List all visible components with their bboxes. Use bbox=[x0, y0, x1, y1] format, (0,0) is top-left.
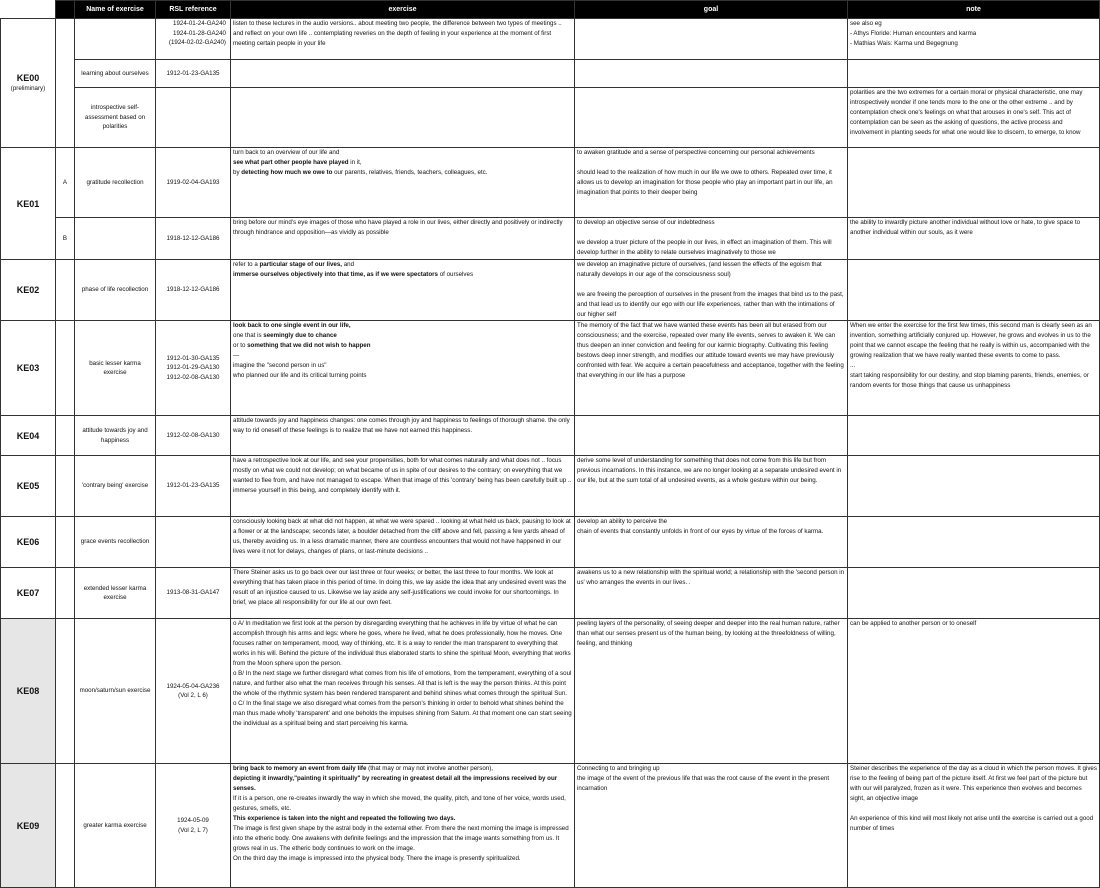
note-text bbox=[848, 60, 1100, 88]
rsl-reference bbox=[156, 88, 231, 148]
code-label: KE00 bbox=[16, 73, 40, 83]
header-note: note bbox=[848, 1, 1100, 19]
header-name: Name of exercise bbox=[75, 1, 156, 19]
exercise-name: basic lesser karma exercise bbox=[75, 321, 156, 416]
table-row bbox=[1, 619, 1100, 764]
header-sub bbox=[56, 1, 75, 19]
rsl-reference: 1912-01-23-GA135 bbox=[156, 60, 231, 88]
sub-cell bbox=[56, 619, 75, 764]
exercise-code: KE01 bbox=[1, 148, 56, 260]
note-text: see also eg - Athys Floride: Human encounters and karma - Mathias Wais: Karma und Begegnung bbox=[848, 19, 1100, 60]
exercise-text: listen to these lectures in the audio versions.. about meeting two people, the difference between two types of meetings .. and reflect on your own life .. contemplating reveries on the depth of feeling in your experience at the moment of first meeting certain people in your life bbox=[231, 19, 575, 60]
rsl-reference: 1918-12-12-GA186 bbox=[156, 260, 231, 321]
note-text: When we enter the exercise for the first few times, this second man is clearly seen as an invention, something artificially conjured up. However, he grows and evolves in us to the point that we cannot escape the feeling that he really is within us, accompanied with the growing realization that we have really wanted these events to come to pass. ... start taking responsibility for our destiny, and stop blaming parents, friends, enemies, or random events for those things that cause us unhappiness bbox=[848, 321, 1100, 416]
exercise-text bbox=[231, 60, 575, 88]
rsl-reference: 1924-01-24-GA240 1924-01-28-GA240 (1924-02-02-GA240) bbox=[156, 19, 231, 60]
exercise-text: have a retrospective look at our life, and see your propensities, both for what comes naturally and what does not .. focus mostly on what we could not develop; on what became of us in spite of our desires to the contrary; on everything that we wanted to flee from, and have not managed to escape. When that image of this 'contrary' being has been carefully built up .. immerse yourself in this being, and completely identify with it. bbox=[231, 456, 575, 517]
goal-text: we develop an imaginative picture of ourselves, (and lessen the effects of the egoism that naturally develops in our age of the consciousness soul) we are freeing the perception of ourselves in the present from the images that bind us to the past, and that lead us to identify our ego with our life experiences, rather than with the intimations of our higher self bbox=[575, 260, 848, 321]
note-text bbox=[848, 456, 1100, 517]
goal-text: develop an ability to perceive the chain of events that constantly unfolds in front of our eyes by virtue of the forces of karma. bbox=[575, 517, 848, 568]
goal-text: peeling layers of the personality, of seeing deeper and deeper into the real human nature, rather than what our senses present us of the human being, by looking at the threefoldness of willing, feeling, and thinking bbox=[575, 619, 848, 764]
exercise-code bbox=[1, 19, 56, 148]
sub-cell bbox=[56, 19, 75, 148]
sub-cell bbox=[56, 416, 75, 456]
exercise-text: bring before our mind's eye images of those who have played a role in our lives, either directly and positively or indirectly through hindrance and opposition—as vividly as possible bbox=[231, 218, 575, 260]
goal-text: to develop an objective sense of our indebtedness we develop a truer picture of the people in our lives, in effect an imagination of them. This will develop further in the ability to relate ourselves imaginatively to those we bbox=[575, 218, 848, 260]
sub-cell bbox=[56, 764, 75, 888]
sub-cell: A bbox=[56, 148, 75, 218]
exercise-text: consciously looking back at what did not happen, at what we were spared .. looking at what held us back, pausing to look at a flower or at the landscape; seconds later, a boulder detached from the cliff above and fell, passing a few yards ahead of us, thereby avoiding us. In a less dramatic manner, there are countless encounters that would not have happened in our lives were it not for delays, changes of plans, or last-minute decisions .. bbox=[231, 517, 575, 568]
exercise-text: look back to one single event in our life, one that is seemingly due to chance or to something that we did not wish to happen — imagine the "second person in us" who planned our life and its critical turning points bbox=[231, 321, 575, 416]
note-text: polarities are the two extremes for a certain moral or physical characteristic, one may introspectively wonder if one tends more to the one or the other extreme .. and by contemplation check one's feelings on what that arouses in one's self. This act of contemplation can be seen as the asking of questions, the active process and involvement in planting seeds for what one would like to discern, to emerge, to know bbox=[848, 88, 1100, 148]
exercise-text: attitude towards joy and happiness changes: one comes through joy and happiness to feelings of thorough shame. the only way to rid oneself of these feelings is to realize that we have not earned this happiness. bbox=[231, 416, 575, 456]
goal-text bbox=[575, 88, 848, 148]
table-row bbox=[1, 517, 1100, 568]
table-row bbox=[1, 148, 1100, 218]
exercise-name: moon/saturn/sun exercise bbox=[75, 619, 156, 764]
goal-text: awakens us to a new relationship with the spiritual world; a relationship with the 'second person in us' who arranges the events in our lives. . bbox=[575, 568, 848, 619]
sub-cell: B bbox=[56, 218, 75, 260]
exercise-code: KE08 bbox=[1, 619, 56, 764]
exercise-name: greater karma exercise bbox=[75, 764, 156, 888]
sub-cell bbox=[56, 517, 75, 568]
table-row bbox=[1, 416, 1100, 456]
exercise-text: refer to a particular stage of our lives, and immerse ourselves objectively into that time, as if we were spectators of ourselves bbox=[231, 260, 575, 321]
goal-text: Connecting to and bringing up the image of the event of the previous life that was the root cause of the event in the present incarnation bbox=[575, 764, 848, 888]
note-text bbox=[848, 148, 1100, 218]
header-exercise: exercise bbox=[231, 1, 575, 19]
sub-cell bbox=[56, 456, 75, 517]
note-text: can be applied to another person or to oneself bbox=[848, 619, 1100, 764]
exercise-code: KE03 bbox=[1, 321, 56, 416]
note-text bbox=[848, 416, 1100, 456]
exercise-code: KE04 bbox=[1, 416, 56, 456]
exercise-name: attitude towards joy and happiness bbox=[75, 416, 156, 456]
sub-cell bbox=[56, 260, 75, 321]
exercise-code: KE09 bbox=[1, 764, 56, 888]
exercise-name: grace events recollection bbox=[75, 517, 156, 568]
note-text bbox=[848, 517, 1100, 568]
header-ref: RSL reference bbox=[156, 1, 231, 19]
goal-text: to awaken gratitude and a sense of perspective concerning our personal achievements should lead to the realization of how much in our life we owe to others. Repeated over time, it allows us to develop an imagination for those people who play an important part in our life, an imagination that points to their deeper being bbox=[575, 148, 848, 218]
table-row bbox=[1, 321, 1100, 416]
table-row bbox=[1, 260, 1100, 321]
exercise-text: bring back to memory an event from daily life (that may or may not involve another person), depicting it inwardly,"painting it spiritually" by recreating in greatest detail all the impressions received by our senses. If it is a person, one re-creates inwardly the way in which she moved, the quality, pitch, and tone of her voice, words used, gestures, smells, etc. This experience is taken into the night and repeated the following two days. The image is first given shape by the astral body in the external ether. From there the next morning the image is impressed into the etheric body. One awakens with definite feelings and the impression that the image wants something from us. It grows real in us. The etheric body continues to work on the image. On the third day the image is impressed into the physical body. There the image is presently spiritualized. bbox=[231, 764, 575, 888]
goal-text: The memory of the fact that we have wanted these events has been all but erased from our consciousness; and the exercise, repeated over many life events, serves to awaken it. We can thus deepen an inner conviction and feeling for our karmic biography. Cultivating this feeling bestows deep inner strength, and modifies our attitude toward events we may have previously confronted with fear. We acquire a certain peacefulness and acceptance, together with the feeling that everything in our life has a purpose bbox=[575, 321, 848, 416]
exercise-name: learning about ourselves bbox=[75, 60, 156, 88]
table-row bbox=[1, 218, 1100, 260]
header-goal: goal bbox=[575, 1, 848, 19]
goal-text bbox=[575, 19, 848, 60]
exercise-text: There Steiner asks us to go back over our last three or four weeks; or better, the last three to four months. We look at everything that has taken place in this period of time. In doing this, we lay aside the idea that any undesired event was the result of an injustice caused to us. Likewise we lay aside any self-justifications we could invoke for our shortcomings. In brief, we place all responsibility for our life at our own feet. bbox=[231, 568, 575, 619]
exercise-text: turn back to an overview of our life and see what part other people have played in it, by detecting how much we owe to our parents, relatives, friends, teachers, colleagues, etc. bbox=[231, 148, 575, 218]
rsl-reference: 1912-02-08-GA130 bbox=[156, 416, 231, 456]
header-row bbox=[1, 1, 1100, 19]
exercise-code: KE05 bbox=[1, 456, 56, 517]
note-text: Steiner describes the experience of the day as a cloud in which the person moves. It gives rise to the feeling of being part of the picture itself. At first we feel part of the picture but with our will paralyzed, frozen as it were. This experience then evolves and becomes sight, an objective image An experience of this kind will most likely not arise until the exercise is carried out a good number of times bbox=[848, 764, 1100, 888]
exercise-name: extended lesser karma exercise bbox=[75, 568, 156, 619]
exercise-text: o A/ In meditation we first look at the person by disregarding everything that he achieves in life by virtue of what he can accomplish through his arms and legs: where he goes, where he lived, what he does professionally, how he moves. One focuses rather on temperament, mood, way of thinking, etc. It is a way to render the man transparent to everything that works in his will. Behind the picture of the individual thus elaborated starts to shine the spiritual Moon, everything that works from the Moon sphere upon the person. o B/ In the next stage we further disregard what comes from his life of emotions, from the temperament, everything of a soul nature, and further also what the man receives through his senses. All that is left is the way the person thinks. At this point the whole of the rhythmic system has been rendered transparent and behind shines what comes through the spiritual Sun. o C/ In the final stage we also disregard what comes from the person's thinking in order to behold what shines behind the man thus made wholly 'transparent' and one beholds the impulses shining from Saturn. At that moment one can start seeing the individual as a spiritual being and start perceiving his karma. bbox=[231, 619, 575, 764]
rsl-reference bbox=[156, 517, 231, 568]
exercise-text bbox=[231, 88, 575, 148]
rsl-reference: 1912-01-23-GA135 bbox=[156, 456, 231, 517]
table-row bbox=[1, 568, 1100, 619]
exercise-name: introspective self-assessment based on polarities bbox=[75, 88, 156, 148]
table-row bbox=[1, 88, 1100, 148]
note-text: the ability to inwardly picture another individual without love or hate, to give space to another individual within our souls, as it were bbox=[848, 218, 1100, 260]
note-text bbox=[848, 260, 1100, 321]
exercise-name bbox=[75, 19, 156, 60]
code-sublabel: (preliminary) bbox=[10, 85, 46, 92]
rsl-reference: 1918-12-12-GA186 bbox=[156, 218, 231, 260]
table-row bbox=[1, 19, 1100, 60]
exercise-code: KE06 bbox=[1, 517, 56, 568]
exercise-code: KE02 bbox=[1, 260, 56, 321]
rsl-reference: 1924-05-09 (Vol 2, L 7) bbox=[156, 764, 231, 888]
goal-text: derive some level of understanding for something that does not come from this life but from previous incarnations. In this instance, we are no longer looking at a separate undesired event in our life, but at the sum total of all undesired events, as a whole gesture within our being. bbox=[575, 456, 848, 517]
exercise-name: gratitude recollection bbox=[75, 148, 156, 218]
exercise-name bbox=[75, 218, 156, 260]
rsl-reference: 1924-05-04-GA236 (Vol 2, L 6) bbox=[156, 619, 231, 764]
goal-text bbox=[575, 416, 848, 456]
table-row bbox=[1, 456, 1100, 517]
sub-cell bbox=[56, 321, 75, 416]
exercise-name: 'contrary being' exercise bbox=[75, 456, 156, 517]
table-row bbox=[1, 60, 1100, 88]
rsl-reference: 1913-08-31-GA147 bbox=[156, 568, 231, 619]
exercise-code: KE07 bbox=[1, 568, 56, 619]
note-text bbox=[848, 568, 1100, 619]
rsl-reference: 1919-02-04-GA193 bbox=[156, 148, 231, 218]
exercise-name: phase of life recollection bbox=[75, 260, 156, 321]
goal-text bbox=[575, 60, 848, 88]
header-blank bbox=[1, 1, 56, 19]
sub-cell bbox=[56, 568, 75, 619]
rsl-reference: 1912-01-30-GA135 1912-01-29-GA130 1912-02-08-GA130 bbox=[156, 321, 231, 416]
table-row bbox=[1, 764, 1100, 888]
